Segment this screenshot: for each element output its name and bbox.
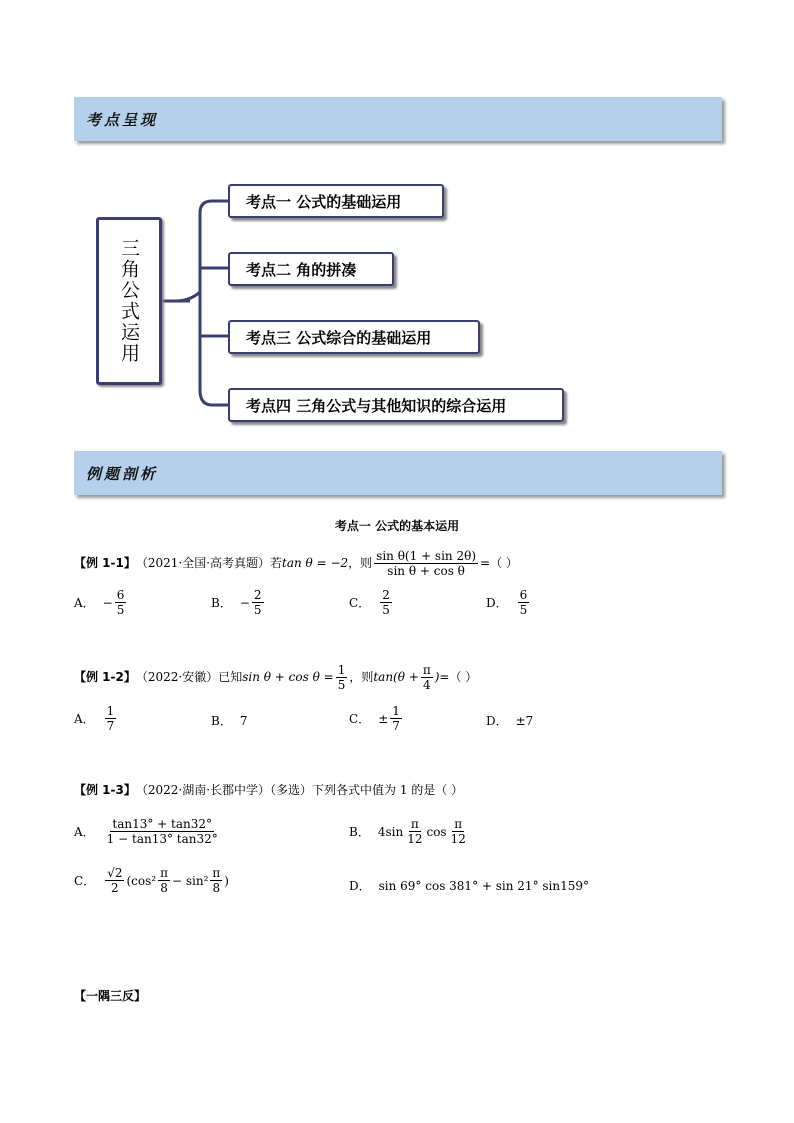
example-label: 【例 1-1】 [74,556,136,570]
answer-blank: =（ ） [480,556,518,570]
choice-c[interactable] [349,588,394,617]
denominator: 7 [106,719,115,733]
choice-text: ± [378,711,389,726]
condition-fraction [336,663,348,692]
numerator: π [212,866,221,880]
choice-fraction [105,817,220,846]
example-1-3-stem [74,783,463,797]
denominator: 1 − tan13° tan32° [106,832,218,846]
topic-label: 考点二 角的拼凑 [246,260,357,279]
expr-part: ) [224,873,229,888]
numerator: 1 [392,704,400,718]
choice-fraction [390,704,402,733]
choice-fraction [105,704,117,733]
choice-letter: B． [211,714,232,728]
banner-title: 考点呈现 [86,110,159,129]
numerator: 6 [519,588,528,602]
choice-fraction [449,817,468,846]
mindmap-topic-2 [228,252,394,286]
choice-b[interactable] [349,817,470,846]
choice-sign: − [102,595,113,610]
numerator: π [422,662,431,677]
example-1-1-stem [74,545,518,581]
fraction-denominator: sin θ + cos θ [387,563,465,578]
denominator: 5 [519,603,528,617]
choice-fraction [252,588,264,617]
example-label: 【例 1-2】 [74,670,136,684]
choice-a[interactable] [74,588,128,617]
choice-fraction [105,866,124,895]
choice-d[interactable] [486,588,531,617]
choice-letter: C． [349,712,371,726]
choice-letter: D． [486,714,508,728]
choice-fraction [518,588,530,617]
numerator: 1 [337,662,346,677]
choice-text: 7 [239,713,248,728]
choice-letter: C． [74,874,96,888]
choice-letter: B． [349,825,370,839]
choice-letter: A． [74,825,95,839]
numerator: π [160,866,168,880]
banner-title: 例题剖析 [86,464,159,483]
choice-a[interactable] [74,817,222,846]
choice-b[interactable] [211,712,247,729]
denominator: 5 [253,603,262,617]
expression-fraction [421,663,433,692]
choice-fraction [210,866,222,895]
expr-part: 4sin [377,824,404,839]
mindmap-topic-4 [228,388,564,422]
choice-a[interactable] [74,704,118,733]
choice-letter: D． [486,596,508,610]
topic-label: 考点一 公式的基础运用 [246,192,402,211]
choice-d[interactable] [349,877,589,894]
choice-letter: D． [349,879,371,893]
topic-label: 考点三 公式综合的基础运用 [246,328,432,347]
example-source: （2022·湖南·长郡中学）（多选）下列各式中值为 1 的是（ ） [135,783,464,797]
numerator: π [410,817,419,831]
denominator: 8 [160,881,168,895]
denominator: 12 [450,832,466,846]
mindmap-topic-1 [228,184,444,218]
choice-b[interactable] [211,588,266,617]
choice-letter: A． [74,596,95,610]
connector-text: ，则 [348,556,373,570]
choice-text: sin 69° cos 381° + sin 21° sin159° [378,878,590,893]
section-label: 【一隅三反】 [74,989,147,1003]
numerator: 2 [382,588,390,602]
choice-sign: − [239,595,250,610]
expr-part: − sin² [171,873,209,888]
choice-letter: C． [349,596,371,610]
choice-c[interactable] [74,866,229,895]
denominator: 12 [407,832,423,846]
mindmap-center-title: 三角公式运用 [118,238,140,364]
choice-letter: B． [211,596,232,610]
fraction-numerator: sin θ(1 + sin 2θ) [376,548,477,563]
denominator: 8 [212,881,221,895]
denominator: 5 [382,603,390,617]
expression-prefix: tan(θ + [373,670,419,684]
condition: tan θ = −2 [282,556,349,570]
topic-label: 考点四 三角公式与其他知识的综合运用 [246,396,507,415]
numerator: √2 [107,866,123,880]
denominator: 4 [422,677,431,692]
expr-part: cos [426,824,447,839]
mindmap-topic-3 [228,320,480,354]
denominator: 7 [392,719,400,733]
choice-fraction [158,866,170,895]
numerator: π [454,817,463,831]
choice-d[interactable] [486,712,533,729]
choice-letter: A． [74,712,95,726]
choice-fraction [380,588,392,617]
example-source: （2022·安徽）已知 [135,670,243,684]
section-banner-liti [74,451,722,495]
choice-fraction [405,817,424,846]
denominator: 2 [111,881,119,895]
footer-label [74,989,146,1003]
numerator: 1 [106,704,115,718]
denominator: 5 [116,603,125,617]
mindmap-center-box [96,217,162,385]
connector-text: ，则 [349,670,374,684]
example-label: 【例 1-3】 [74,783,136,797]
answer-blank: =（ ） [439,670,478,684]
example-source: （2021·全国·高考真题）若 [135,556,283,570]
denominator: 5 [337,677,346,692]
numerator: 2 [253,588,262,602]
numerator: tan13° + tan32° [112,817,213,831]
example-1-2-stem [74,660,477,694]
expression-fraction [374,549,478,578]
numerator: 6 [116,588,125,602]
choice-text: ±7 [515,713,534,728]
expression-suffix: ) [434,670,440,684]
section-title: 考点一 公式的基本运用 [334,519,460,533]
choice-fraction [115,588,127,617]
choice-c[interactable] [349,704,404,733]
condition: sin θ + cos θ = [242,670,334,684]
expr-part: (cos² [126,873,157,888]
